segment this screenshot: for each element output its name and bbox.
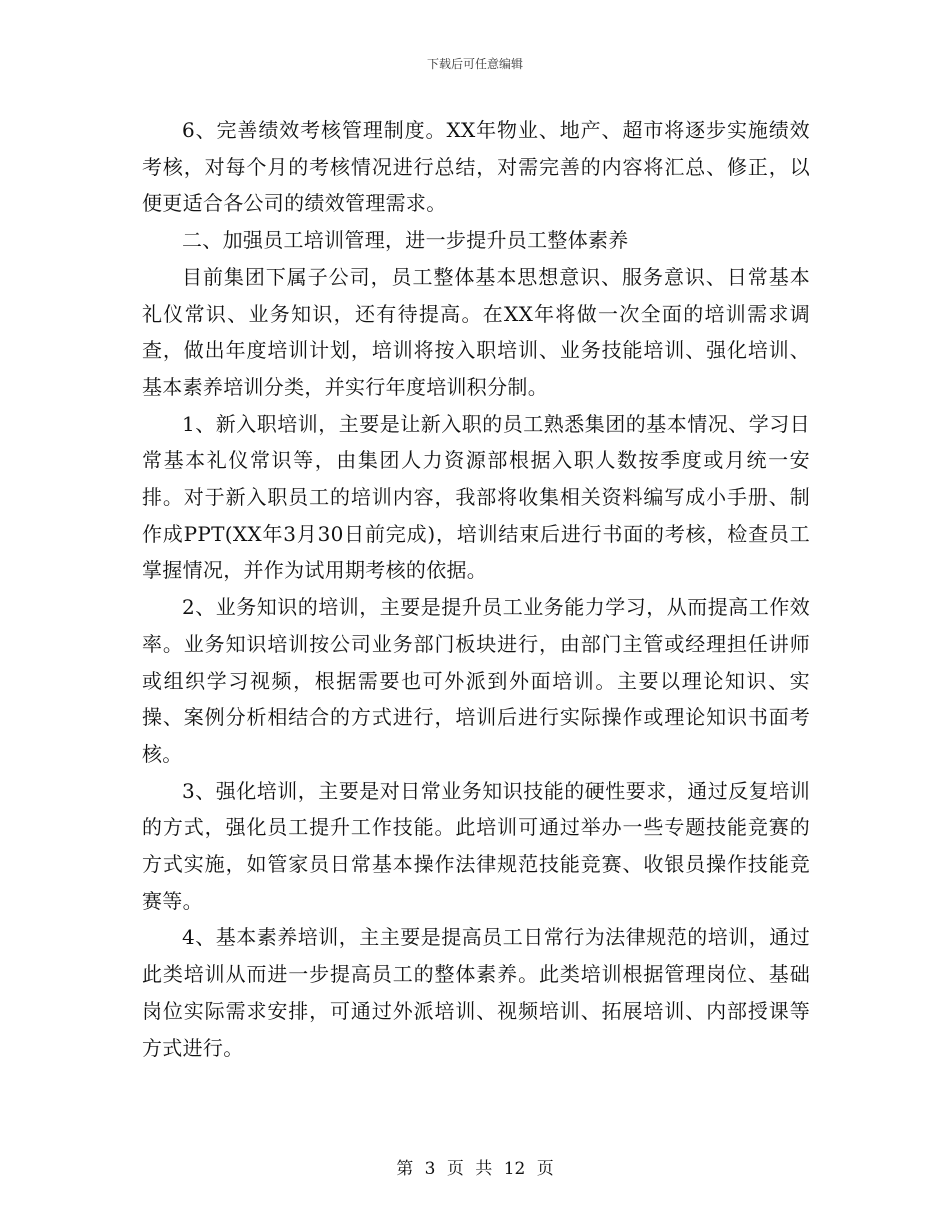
paragraph: 6、完善绩效考核管理制度。XX年物业、地产、超市将逐步实施绩效考核，对每个月的考核情况进行总结，对需完善的内容将汇总、修正，以便更适合各公司的绩效管理需求。 <box>142 118 810 216</box>
page-number: 第 3 页 共 12 页 <box>396 1159 554 1179</box>
paragraph: 1、新入职培训，主要是让新入职的员工熟悉集团的基本情况、学习日常基本礼仪常识等，由集团人力资源部根据入职人数按季度或月统一安排。对于新入职员工的培训内容，我部将收集相关资料编写成小手册、制作成PPT(XX年3月30日前完成)，培训结束后进行书面的考核，检查员工掌握情况，并作为试用期考核的依据。 <box>142 411 810 583</box>
header-note: 下载后可任意编辑 <box>426 57 523 71</box>
paragraph: 2、业务知识的培训，主要是提升员工业务能力学习，从而提高工作效率。业务知识培训按公司业务部门板块进行，由部门主管或经理担任讲师或组织学习视频，根据需要也可外派到外面培训。主要以理论知识、实操、案例分析相结合的方式进行，培训后进行实际操作或理论知识书面考核。 <box>142 595 810 766</box>
document-body <box>142 112 810 1066</box>
paragraph: 3、强化培训，主要是对日常业务知识技能的硬性要求，通过反复培训的方式，强化员工提升工作技能。此培训可通过举办一些专题技能竞赛的方式实施，如管家员日常基本操作法律规范技能竞赛、收银员操作技能竞赛等。 <box>142 778 810 913</box>
paragraph: 4、基本素养培训，主主要是提高员工日常行为法律规范的培训，通过此类培训从而进一步提高员工的整体素养。此类培训根据管理岗位、基础岗位实际需求安排，可通过外派培训、视频培训、拓展培训、内部授课等方式进行。 <box>142 925 810 1060</box>
paragraph: 目前集团下属子公司，员工整体基本思想意识、服务意识、日常基本礼仪常识、业务知识，还有待提高。在XX年将做一次全面的培训需求调查，做出年度培训计划，培训将按入职培训、业务技能培训、强化培训、基本素养培训分类，并实行年度培训积分制。 <box>142 264 810 399</box>
section-heading: 二、加强员工培训管理，进一步提升员工整体素养 <box>182 228 629 253</box>
